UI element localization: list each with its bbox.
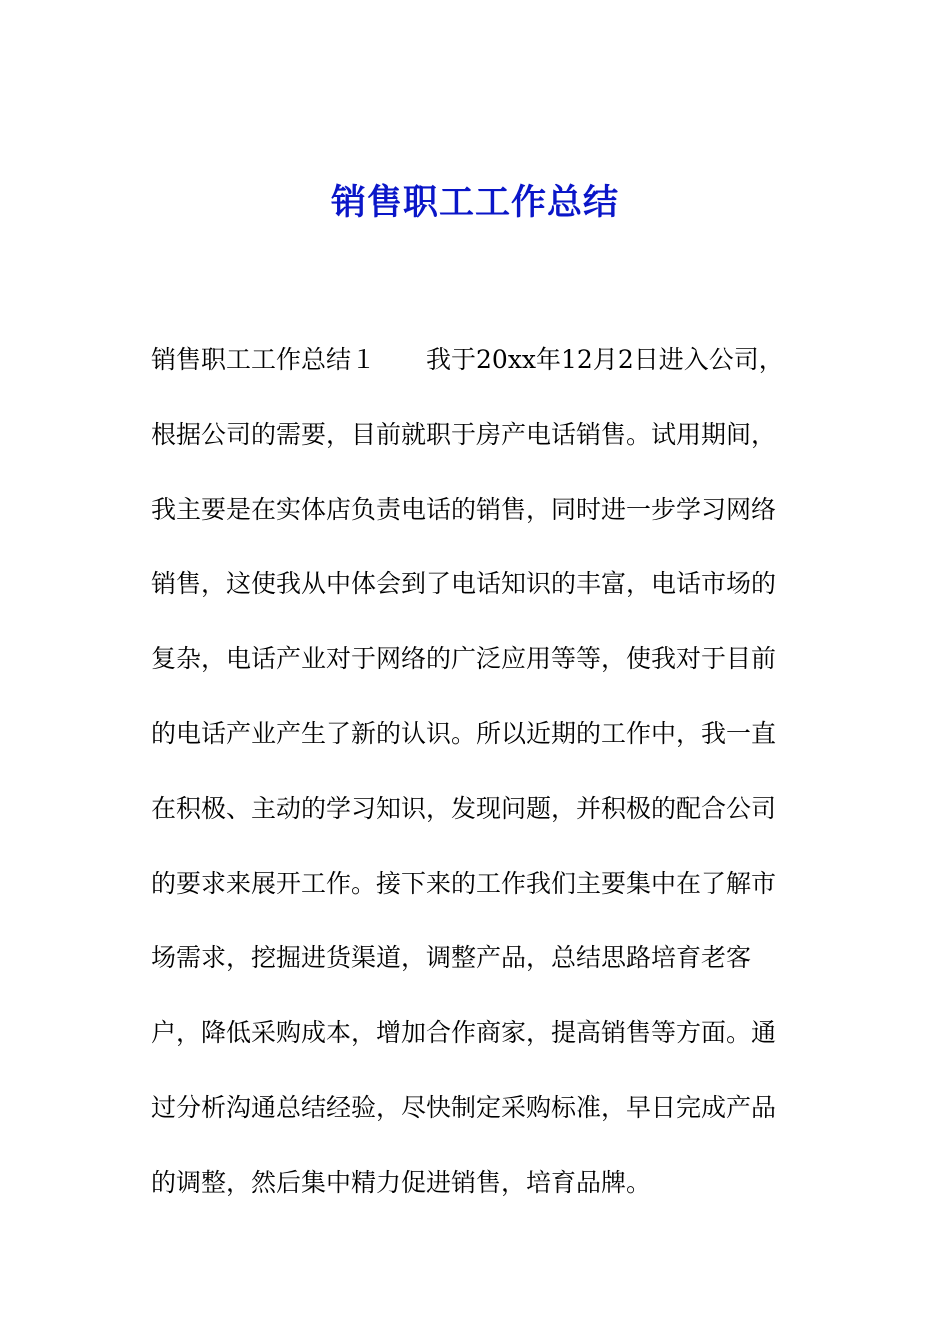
body-line: 根据公司的需要，目前就职于房产电话销售。试用期间， [151, 419, 777, 449]
body-line: 的要求来展开工作。接下来的工作我们主要集中在了解市 [151, 868, 777, 898]
body-line: 户，降低采购成本，增加合作商家，提高销售等方面。通 [151, 1018, 777, 1048]
body-line: 销售，这使我从中体会到了电话知识的丰富，电话市场的 [151, 569, 777, 599]
body-line: 我主要是在实体店负责电话的销售，同时进一步学习网络 [151, 494, 777, 524]
body-line: 复杂，电话产业对于网络的广泛应用等等，使我对于目前 [151, 644, 777, 674]
body-line: 销售职工工作总结１ 我于20xx年12月2日进入公司， [151, 345, 784, 374]
body-line: 场需求，挖掘进货渠道，调整产品，总结思路培育老客 [151, 943, 752, 973]
body-line: 的电话产业产生了新的认识。所以近期的工作中，我一直 [151, 718, 777, 748]
document-title: 销售职工工作总结 [330, 182, 619, 223]
body-line: 的调整，然后集中精力促进销售，培育品牌。 [151, 1167, 652, 1197]
document-body [151, 323, 801, 1221]
body-line: 过分析沟通总结经验，尽快制定采购标准，早日完成产品 [151, 1092, 777, 1122]
body-line: 在积极、主动的学习知识，发现问题，并积极的配合公司 [151, 793, 777, 823]
